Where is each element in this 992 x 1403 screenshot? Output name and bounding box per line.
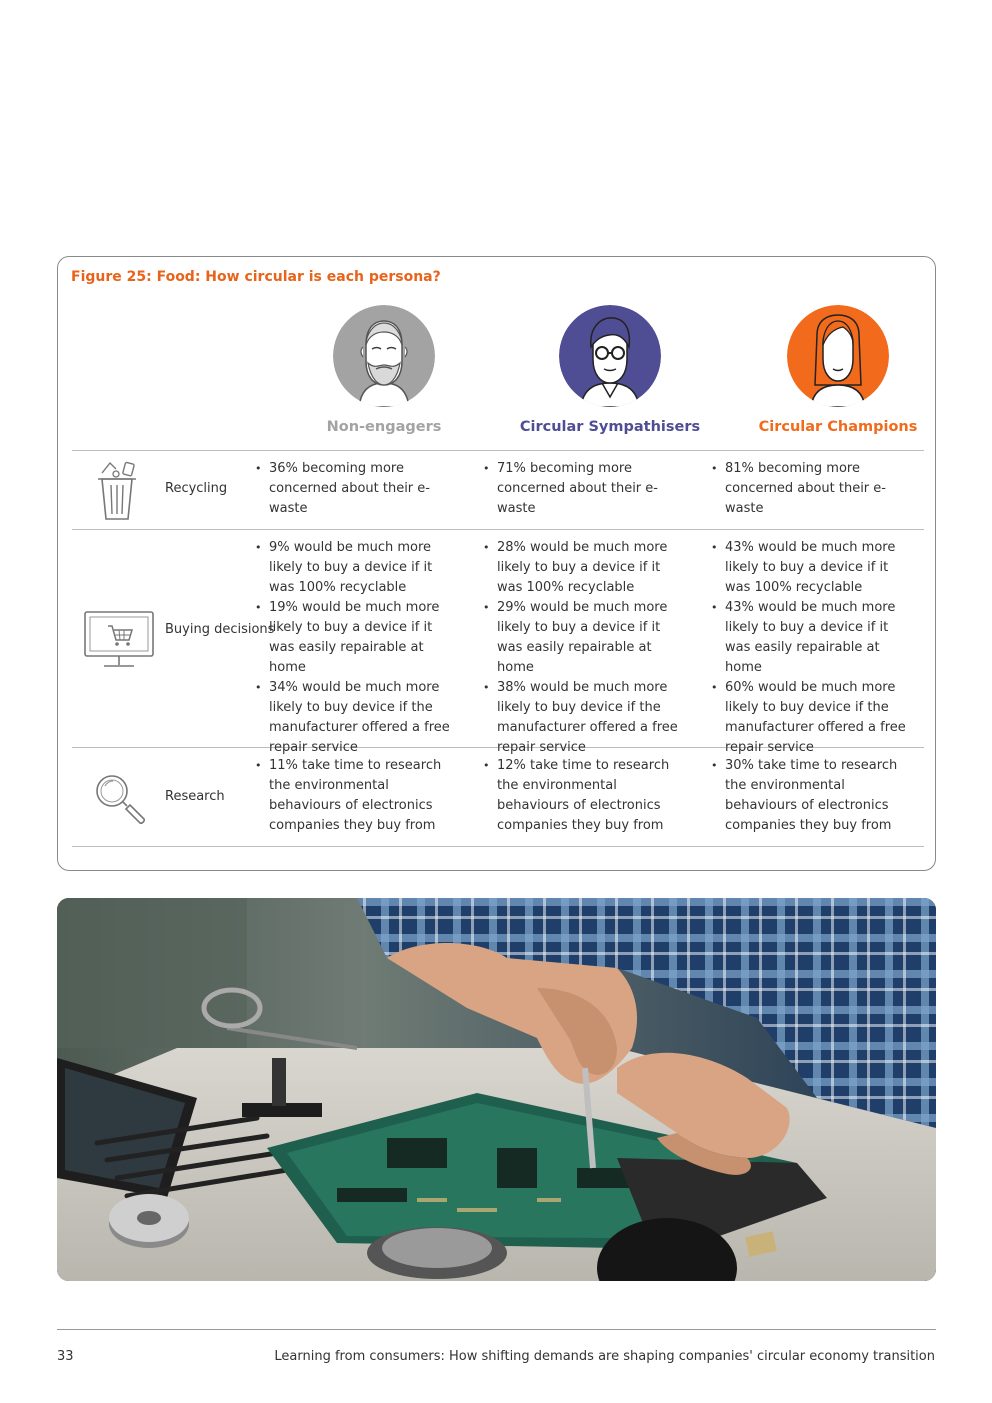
list-item: • 60% would be much more likely to buy device if the manufacturer offered a free repair service bbox=[711, 678, 911, 758]
trash-bin-icon bbox=[90, 459, 144, 521]
magnifier-icon bbox=[92, 771, 148, 827]
row-label: Buying decisions bbox=[165, 622, 275, 637]
list-item: • 11% take time to research the environmental behaviours of electronics companies they buy from bbox=[255, 756, 455, 836]
list-item: • 71% becoming more concerned about their e-waste bbox=[483, 459, 683, 519]
persona-name: Non-engagers bbox=[326, 419, 442, 435]
list-item: • 30% take time to research the environmental behaviours of electronics companies they buy from bbox=[711, 756, 911, 836]
footer-rule bbox=[57, 1329, 936, 1330]
list-item: • 12% take time to research the environmental behaviours of electronics companies they buy from bbox=[483, 756, 683, 836]
persona-circular-champions bbox=[723, 305, 953, 435]
monitor-cart-icon bbox=[82, 609, 156, 671]
persona-circular-sympathisers bbox=[495, 305, 725, 435]
page-number: 33 bbox=[57, 1349, 74, 1364]
list-item: • 28% would be much more likely to buy a device if it was 100% recyclable bbox=[483, 538, 683, 598]
list-item: • 36% becoming more concerned about their e-waste bbox=[255, 459, 455, 519]
cell-non-engagers bbox=[255, 538, 455, 758]
table-row-recycling bbox=[72, 450, 924, 529]
cell-circular-sympathisers bbox=[483, 538, 683, 758]
cell-circular-sympathisers bbox=[483, 756, 683, 836]
list-item: • 38% would be much more likely to buy device if the manufacturer offered a free repair service bbox=[483, 678, 683, 758]
figure-title: Figure 25: Food: How circular is each persona? bbox=[71, 269, 441, 285]
repair-photo bbox=[57, 898, 936, 1281]
list-item: • 81% becoming more concerned about their e-waste bbox=[711, 459, 911, 519]
list-item: • 29% would be much more likely to buy a device if it was easily repairable at home bbox=[483, 598, 683, 678]
list-item: • 9% would be much more likely to buy a device if it was 100% recyclable bbox=[255, 538, 455, 598]
persona-name: Circular Sympathisers bbox=[519, 419, 701, 435]
persona-name: Circular Champions bbox=[758, 419, 918, 435]
electronics-repair-image bbox=[57, 898, 936, 1281]
list-item: • 43% would be much more likely to buy a device if it was easily repairable at home bbox=[711, 598, 911, 678]
cell-non-engagers bbox=[255, 459, 455, 519]
list-item: • 34% would be much more likely to buy device if the manufacturer offered a free repair service bbox=[255, 678, 455, 758]
cell-circular-sympathisers bbox=[483, 459, 683, 519]
footer-text: Learning from consumers: How shifting demands are shaping companies' circular economy transition bbox=[274, 1349, 935, 1364]
row-label: Recycling bbox=[165, 481, 228, 496]
man-bearded-icon bbox=[333, 305, 435, 407]
woman-icon bbox=[787, 305, 889, 407]
table-row-buying-decisions bbox=[72, 529, 924, 755]
cell-non-engagers bbox=[255, 756, 455, 836]
figure-box bbox=[57, 256, 936, 871]
list-item: • 19% would be much more likely to buy a device if it was easily repairable at home bbox=[255, 598, 455, 678]
table-row-research bbox=[72, 747, 924, 846]
cell-circular-champions bbox=[711, 538, 911, 758]
persona-non-engagers bbox=[269, 305, 499, 435]
cell-circular-champions bbox=[711, 459, 911, 519]
list-item: • 43% would be much more likely to buy a device if it was 100% recyclable bbox=[711, 538, 911, 598]
row-label: Research bbox=[165, 789, 225, 804]
table-rule-bottom bbox=[72, 846, 924, 847]
cell-circular-champions bbox=[711, 756, 911, 836]
man-glasses-icon bbox=[559, 305, 661, 407]
